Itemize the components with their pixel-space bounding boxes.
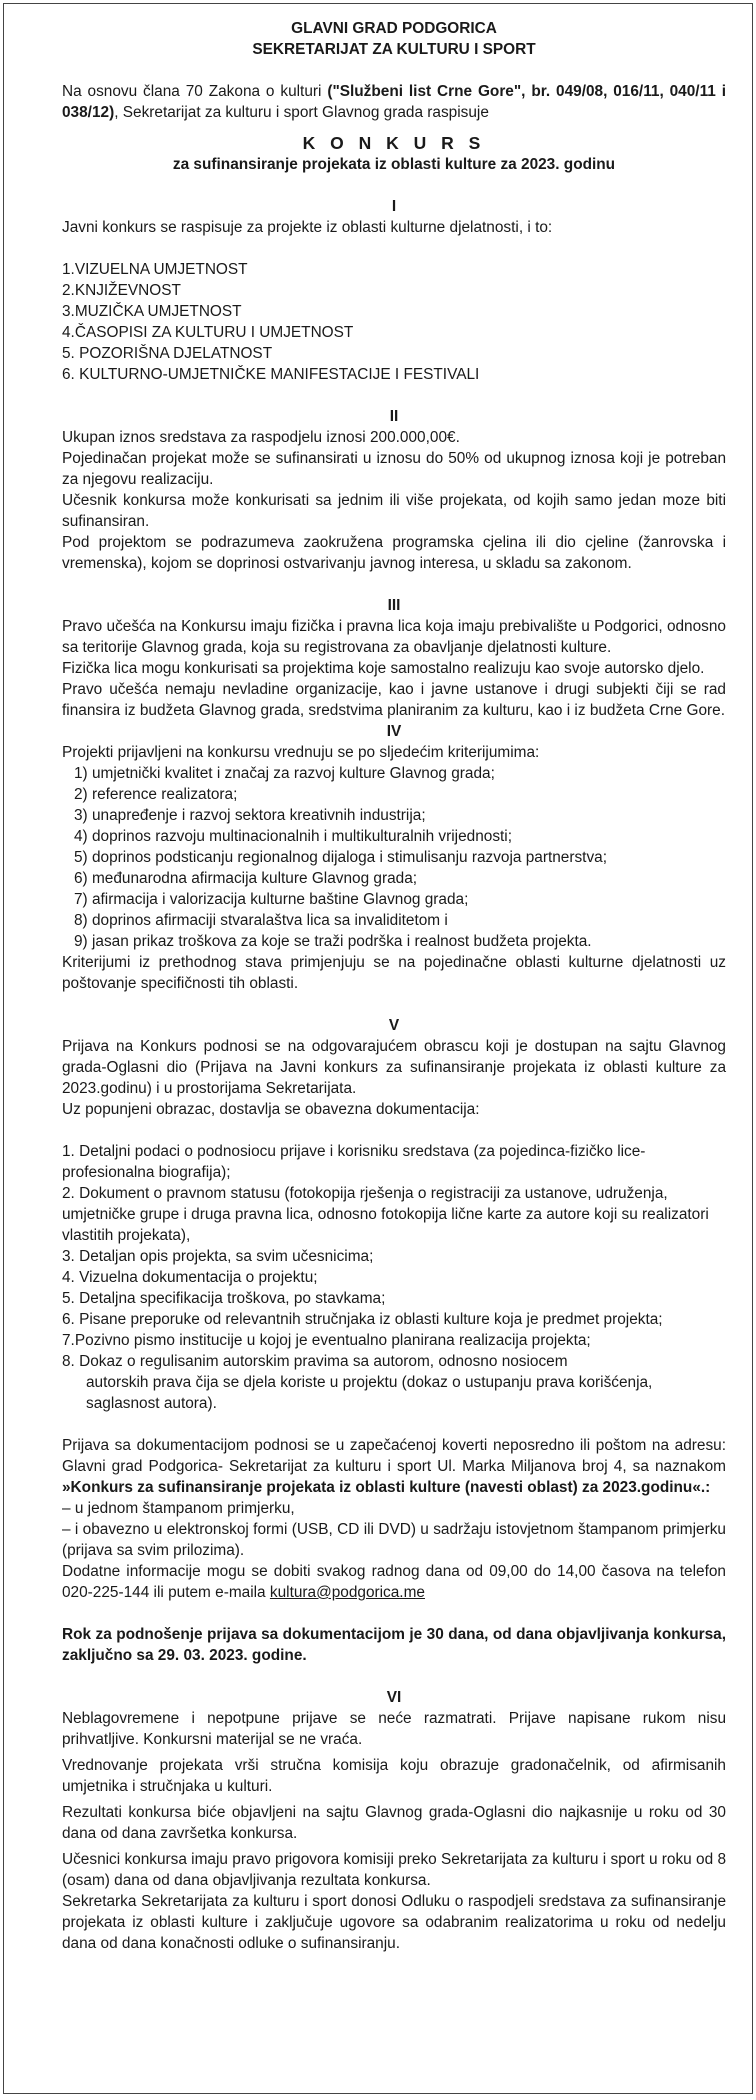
criterion-item: 9) jasan prikaz troškova za koje se traži podrška i realnost budžeta projekta. [74,933,592,950]
header-line-2: SEKRETARIJAT ZA KULTURU I SPORT [252,41,536,58]
submission-text: Prijava sa dokumentacijom podnosi se u zapečaćenoj koverti neposredno ili poštom na adresu: Glavni grad Podgorica- Sekretarijat za kulturu i sport Ul. Marka Miljanova broj 4, sa naznakom [62,1437,726,1475]
section-2-heading: II [389,408,399,425]
oblast-item: 1.VIZUELNA UMJETNOST [62,261,248,278]
criterion-item: 1) umjetnički kvalitet i značaj za razvoj kulture Glavnog grada; [74,765,495,782]
criterion-item: 2) reference realizatora; [74,786,238,803]
oblast-item: 3.MUZIČKA UMJETNOST [62,303,242,320]
title-subtitle: za sufinansiranje projekata iz oblasti kulture za 2023. godinu [172,156,616,173]
info-paragraph [62,1561,726,1603]
copy-item: – u jednom štampanom primjerku, [62,1500,295,1517]
section-1-text: Javni konkurs se raspisuje za projekte iz oblasti kulturne djelatnosti, i to: [62,219,553,236]
intro-post: , Sekretarijat za kulturu i sport Glavnog grada raspisuje [114,104,489,121]
document-item: 6. Pisane preporuke od relevantnih stručnjaka iz oblasti kulture koja je predmet projekta; [62,1311,663,1328]
section-6-paragraph: Rezultati konkursa biće objavljeni na sajtu Glavnog grada-Oglasni dio najkasnije u roku od 30 dana od dana završetka konkursa. [62,1804,726,1842]
document-item: 8. Dokaz o regulisanim autorskim pravima sa autorom, odnosno nosiocem [62,1353,568,1370]
intro-paragraph [62,81,726,123]
oblast-item: 4.ČASOPISI ZA KULTURU I UMJETNOST [62,324,354,341]
criterion-item: 8) doprinos afirmaciji stvaralaštva lica sa invaliditetom i [74,912,448,929]
section-6-heading: VI [386,1689,402,1706]
oblast-item: 2.KNJIŽEVNOST [62,282,181,299]
criterion-item: 7) afirmacija i valorizacija kulturne baštine Glavnog grada; [74,891,469,908]
section-3-paragraph: Pravo učešća nemaju nevladine organizacije, kao i javne ustanove i drugi subjekti čiji se rad finansira iz budžeta Glavnog grada, sredstvima planiranim za kulturu, kao i iz budžeta Crne Gore. [62,681,726,719]
section-3-paragraph: Fizička lica mogu konkurisati sa projektima koje samostalno realizuju kao svoje autorsko djelo. [62,660,705,677]
section-4-outro: Kriterijumi iz prethodnog stava primjenjuju se na pojedinačne oblasti kulturne djelatnosti uz poštovanje specifičnosti tih oblasti. [62,954,726,992]
document-page [3,3,753,2094]
section-3-heading: III [387,597,401,614]
document-item: 4. Vizuelna dokumentacija o projektu; [62,1269,318,1286]
header-line-1: GLAVNI GRAD PODGORICA [291,20,497,37]
document-item: 3. Detaljan opis projekta, sa svim učesnicima; [62,1248,374,1265]
section-5-heading: V [388,1017,400,1034]
criterion-item: 4) doprinos razvoju multinacionalnih i multikulturalnih vrijednosti; [74,828,512,845]
document-item-continuation: autorskih prava čija se djela koriste u projektu (dokaz o ustupanju prava korišćenja, saglasnost autora). [86,1374,653,1412]
email-link[interactable]: kultura@podgorica.me [269,1584,425,1601]
section-6-paragraph: Neblagovremene i nepotpune prijave se neće razmatrati. Prijave napisane rukom nisu prihvatljive. Konkursni materijal se ne vraća. [62,1710,726,1748]
title-konkurs: K O N K U R S [302,133,486,153]
section-2-paragraph: Učesnik konkursa može konkurisati sa jednim ili više projekata, od kojih samo jedan moze biti sufinansiran. [62,492,726,530]
deadline-paragraph: Rok za podnošenje prijava sa dokumentacijom je 30 dana, od dana objavljivanja konkursa, zaključno sa 29. 03. 2023. godine. [62,1626,726,1664]
section-2-paragraph: Ukupan iznos sredstava za raspodjelu iznosi 200.000,00€. [62,429,460,446]
section-2-paragraph: Pojedinačan projekat može se sufinansirati u iznosu do 50% od ukupnog iznosa koji je potreban za njegovu realizaciju. [62,450,726,488]
document-item: 5. Detaljna specifikacija troškova, po stavkama; [62,1290,386,1307]
section-6-paragraph: Vrednovanje projekata vrši stručna komisija koju obrazuje gradonačelnik, od afirmisanih umjetnika i stručnjaka u kulturi. [62,1757,726,1795]
section-5-paragraph-1: Prijava na Konkurs podnosi se na odgovarajućem obrascu koji je dostupan na sajtu Glavnog grada-Oglasni dio (Prijava na Javni konkurs za sufinansiranje projekata iz oblasti kulture za 2023.godinu) i u prostorijama Sekretarijata. [62,1038,726,1097]
submission-paragraph [62,1435,726,1498]
oblast-item: 5. POZORIŠNA DJELATNOST [62,345,273,362]
document-item: 1. Detaljni podaci o podnosiocu prijave i korisniku sredstava (za pojedinca-fizičko lice-profesionalna biografija); [62,1143,646,1181]
intro-legal-ref: ("Službeni list Crne Gore", br. 049/08, 016/11, 040/11 i 038/12) [62,83,726,121]
section-4-intro: Projekti prijavljeni na konkursu vrednuju se po sljedećim kriterijumima: [62,744,540,761]
copy-item: – i obavezno u elektronskoj formi (USB, CD ili DVD) u sadržaju istovjetnom štampanom primjerku (prijava sa svim prilozima). [62,1521,726,1559]
intro-pre: Na osnovu člana 70 Zakona o kulturi [62,83,328,100]
section-5-paragraph-2: Uz popunjeni obrazac, dostavlja se obavezna dokumentacija: [62,1101,480,1118]
info-text: Dodatne informacije mogu se dobiti svakog radnog dana od 09,00 do 14,00 časova na telefon 020-225-144 ili putem e-maila [62,1563,726,1601]
section-2-paragraph: Pod projektom se podrazumeva zaokružena programska cjelina ili dio cjeline (žanrovska i vremenska), kojom se doprinosi ostvarivanju javnog interesa, u skladu sa zakonom. [62,534,726,572]
section-6-paragraph: Sekretarka Sekretarijata za kulturu i sport donosi Odluku o raspodjeli sredstava za sufinansiranje projekata iz oblasti kulture i zaključuje ugovore sa odabranim realizatorima u roku od nedelju dana od dana konačnosti odluke o sufinansiranju. [62,1893,726,1952]
section-1-heading: I [391,198,397,215]
submission-label: »Konkurs za sufinansiranje projekata iz oblasti kulture (navesti oblast) za 2023.godinu«.: [62,1479,711,1496]
criterion-item: 5) doprinos podsticanju regionalnog dijaloga i stimulisanju razvoja partnerstva; [74,849,607,866]
document-item: 7.Pozivno pismo institucije u kojoj je eventualno planirana realizacija projekta; [62,1332,591,1349]
section-3-paragraph: Pravo učešća na Konkursu imaju fizička i pravna lica koja imaju prebivalište u Podgorici, odnosno sa teritorije Glavnog grada, koja su registrovana za obavljanje djelatnosti kulture. [62,618,726,656]
oblast-item: 6. KULTURNO-UMJETNIČKE MANIFESTACIJE I FESTIVALI [62,366,480,383]
criterion-item: 6) međunarodna afirmacija kulture Glavnog grada; [74,870,418,887]
document-item: 2. Dokument o pravnom statusu (fotokopija rješenja o registraciji za ustanove, udruženja, umjetničke grupe i druga pravna lica, odnosno fotokopija lične karte za autore koji su realizatori vlastitih projekata), [62,1185,709,1244]
criterion-item: 3) unapređenje i razvoj sektora kreativnih industrija; [74,807,426,824]
section-4-heading: IV [386,723,402,740]
section-6-paragraph: Učesnici konkursa imaju pravo prigovora komisiji preko Sekretarijata za kulturu i sport u roku od 8 (osam) dana od dana objavljivanja rezultata konkursa. [62,1851,726,1889]
